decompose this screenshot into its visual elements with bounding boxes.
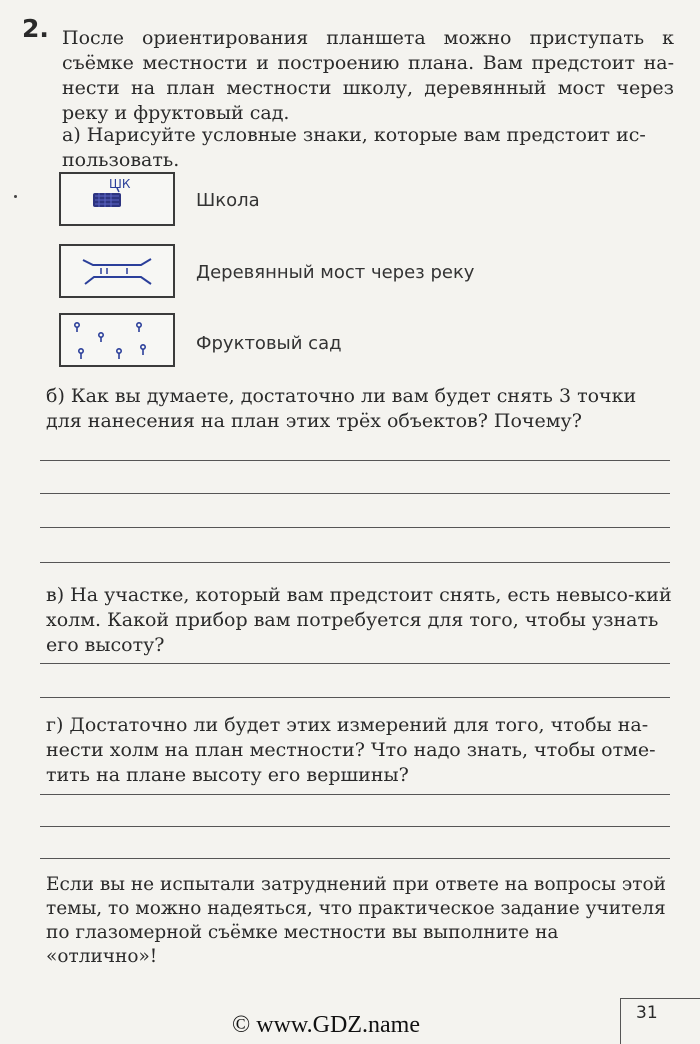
page-number: 31 bbox=[636, 1003, 658, 1023]
school-sign-icon bbox=[61, 174, 173, 224]
wooden-bridge-sign-icon bbox=[61, 246, 173, 296]
question-c: в) На участке, который вам предстоит снять, есть невысо-кий холм. Какой прибор вам потребуется для того, чтобы узнать его высоту? bbox=[46, 584, 672, 656]
answer-line-c1[interactable] bbox=[40, 663, 670, 664]
answer-line-c2[interactable] bbox=[40, 697, 670, 698]
bridge-sign-box bbox=[59, 244, 175, 298]
answer-line-b2[interactable] bbox=[40, 493, 670, 494]
answer-line-d2[interactable] bbox=[40, 826, 670, 827]
legend-label-orchard: Фруктовый сад bbox=[196, 333, 342, 354]
task-intro: После ориентирования планшета можно приступать к съёмке местности и построению плана. Вам предстоит на-нести на план местности школу, деревянный мост через реку и фруктовый сад. bbox=[62, 27, 674, 124]
question-a: а) Нарисуйте условные знаки, которые вам предстоит ис-пользовать. bbox=[62, 124, 646, 171]
margin-dot bbox=[14, 195, 17, 198]
school-sign-handwriting: ШК bbox=[109, 177, 131, 191]
page-number-box bbox=[620, 998, 700, 1044]
answer-line-b3[interactable] bbox=[40, 527, 670, 528]
copyright-watermark: © www.GDZ.name bbox=[232, 1012, 420, 1038]
answer-line-d1[interactable] bbox=[40, 794, 670, 795]
legend-label-school: Школа bbox=[196, 190, 260, 211]
school-sign-box bbox=[59, 172, 175, 226]
legend-label-bridge: Деревянный мост через реку bbox=[196, 262, 475, 283]
question-d: г) Достаточно ли будет этих измерений для того, чтобы на-нести холм на план местности? Что надо знать, чтобы отме-тить на плане высоту его вершины? bbox=[46, 714, 656, 786]
task-number: 2. bbox=[22, 14, 49, 43]
answer-line-d3[interactable] bbox=[40, 858, 670, 859]
orchard-sign-icon bbox=[61, 315, 173, 365]
closing-note: Если вы не испытали затруднений при ответе на вопросы этой темы, то можно надеяться, что практическое задание учителя по глазомерной съёмке местности вы выполните на «отлично»! bbox=[46, 874, 666, 967]
answer-line-b4[interactable] bbox=[40, 562, 670, 563]
answer-line-b1[interactable] bbox=[40, 460, 670, 461]
orchard-sign-box bbox=[59, 313, 175, 367]
question-b: б) Как вы думаете, достаточно ли вам будет снять 3 точки для нанесения на план этих трёх объектов? Почему? bbox=[46, 385, 637, 432]
